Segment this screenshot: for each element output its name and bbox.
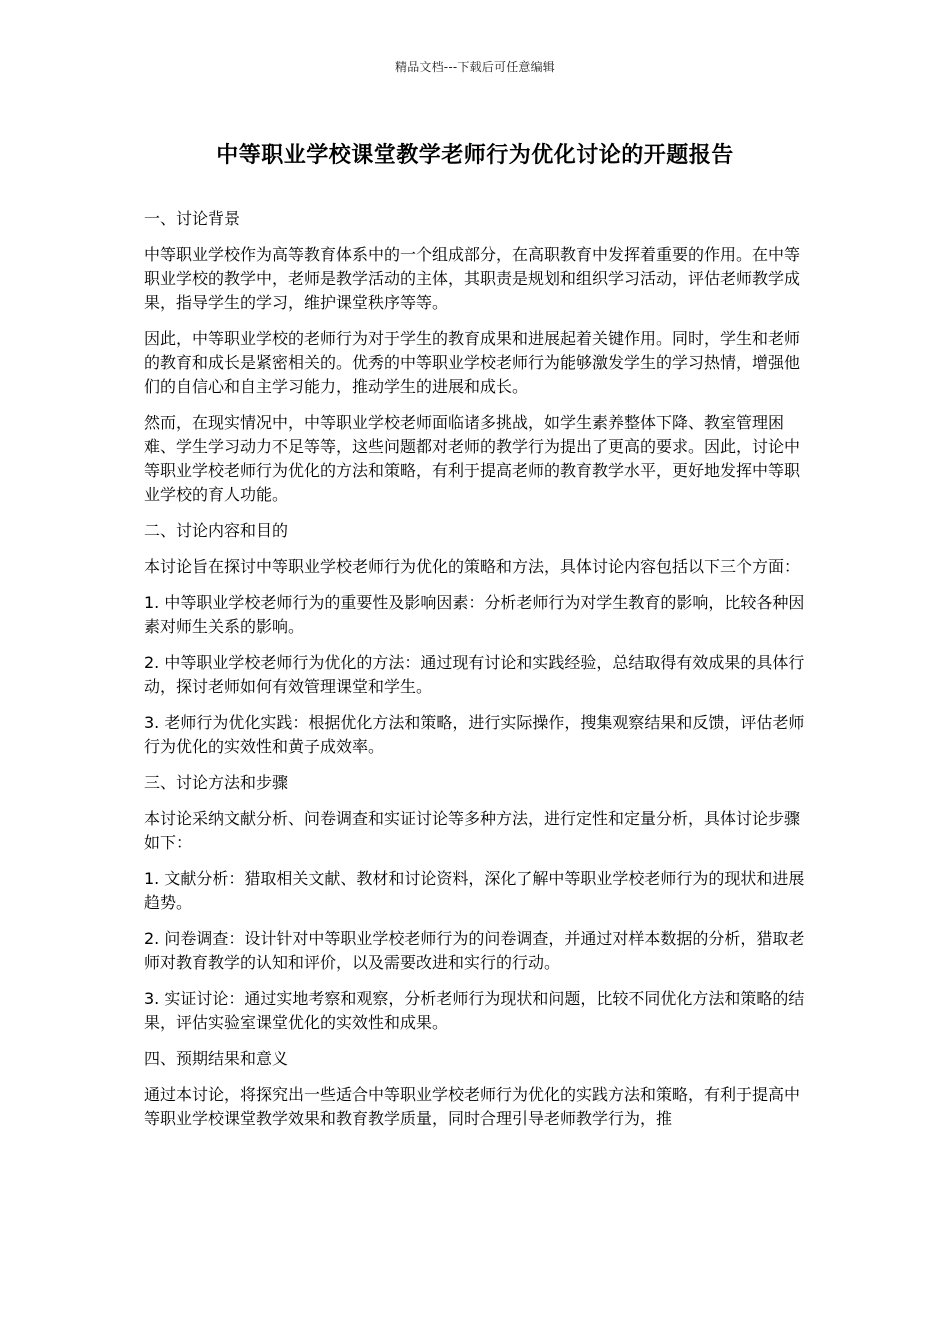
list-item: 1. 中等职业学校老师行为的重要性及影响因素：分析老师行为对学生教育的影响，比较各种因素对师生关系的影响。	[144, 593, 805, 636]
paragraph: 通过本讨论，将探究出一些适合中等职业学校老师行为优化的实践方法和策略，有利于提高中等职业学校课堂教学效果和教育教学质量，同时合理引导老师教学行为，推	[144, 1085, 801, 1128]
paragraph: 因此，中等职业学校的老师行为对于学生的教育成果和进展起着关键作用。同时，学生和老师的教育和成长是紧密相关的。优秀的中等职业学校老师行为能够激发学生的学习热情，增强他们的自信心和自主学习能力，推动学生的进展和成长。	[144, 329, 801, 396]
section-heading-results: 四、预期结果和意义	[144, 1049, 289, 1068]
section-heading-background: 一、讨论背景	[144, 209, 241, 228]
paragraph: 本讨论采纳文献分析、问卷调查和实证讨论等多种方法，进行定性和定量分析，具体讨论步骤如下：	[144, 809, 801, 852]
section-heading-methods: 三、讨论方法和步骤	[144, 773, 289, 792]
document-body	[144, 207, 810, 1143]
document-title: 中等职业学校课堂教学老师行为优化讨论的开题报告	[216, 143, 734, 168]
list-item: 3. 实证讨论：通过实地考察和观察，分析老师行为现状和问题，比较不同优化方法和策略的结果，评估实验室课堂优化的实效性和成果。	[144, 989, 805, 1032]
paragraph: 中等职业学校作为高等教育体系中的一个组成部分，在高职教育中发挥着重要的作用。在中等职业学校的教学中，老师是教学活动的主体，其职责是规划和组织学习活动，评估老师教学成果，指导学生的学习，维护课堂秩序等等。	[144, 245, 801, 312]
list-item: 3. 老师行为优化实践：根据优化方法和策略，进行实际操作，搜集观察结果和反馈，评估老师行为优化的实效性和黄子成效率。	[144, 713, 805, 756]
paragraph: 本讨论旨在探讨中等职业学校老师行为优化的策略和方法，具体讨论内容包括以下三个方面：	[144, 557, 801, 576]
list-item: 2. 问卷调查：设计针对中等职业学校老师行为的问卷调查，并通过对样本数据的分析，猎取老师对教育教学的认知和评价，以及需要改进和实行的行动。	[144, 929, 805, 972]
paragraph: 然而，在现实情况中，中等职业学校老师面临诸多挑战，如学生素养整体下降、教室管理困难、学生学习动力不足等等，这些问题都对老师的教学行为提出了更高的要求。因此，讨论中等职业学校老师行为优化的方法和策略，有利于提高老师的教育教学水平，更好地发挥中等职业学校的育人功能。	[144, 413, 801, 504]
header-note: 精品文档---下载后可任意编辑	[395, 60, 555, 74]
list-item: 1. 文献分析：猎取相关文献、教材和讨论资料，深化了解中等职业学校老师行为的现状和进展趋势。	[144, 869, 805, 912]
section-heading-content: 二、讨论内容和目的	[144, 521, 289, 540]
list-item: 2. 中等职业学校老师行为优化的方法：通过现有讨论和实践经验，总结取得有效成果的具体行动，探讨老师如何有效管理课堂和学生。	[144, 653, 805, 696]
